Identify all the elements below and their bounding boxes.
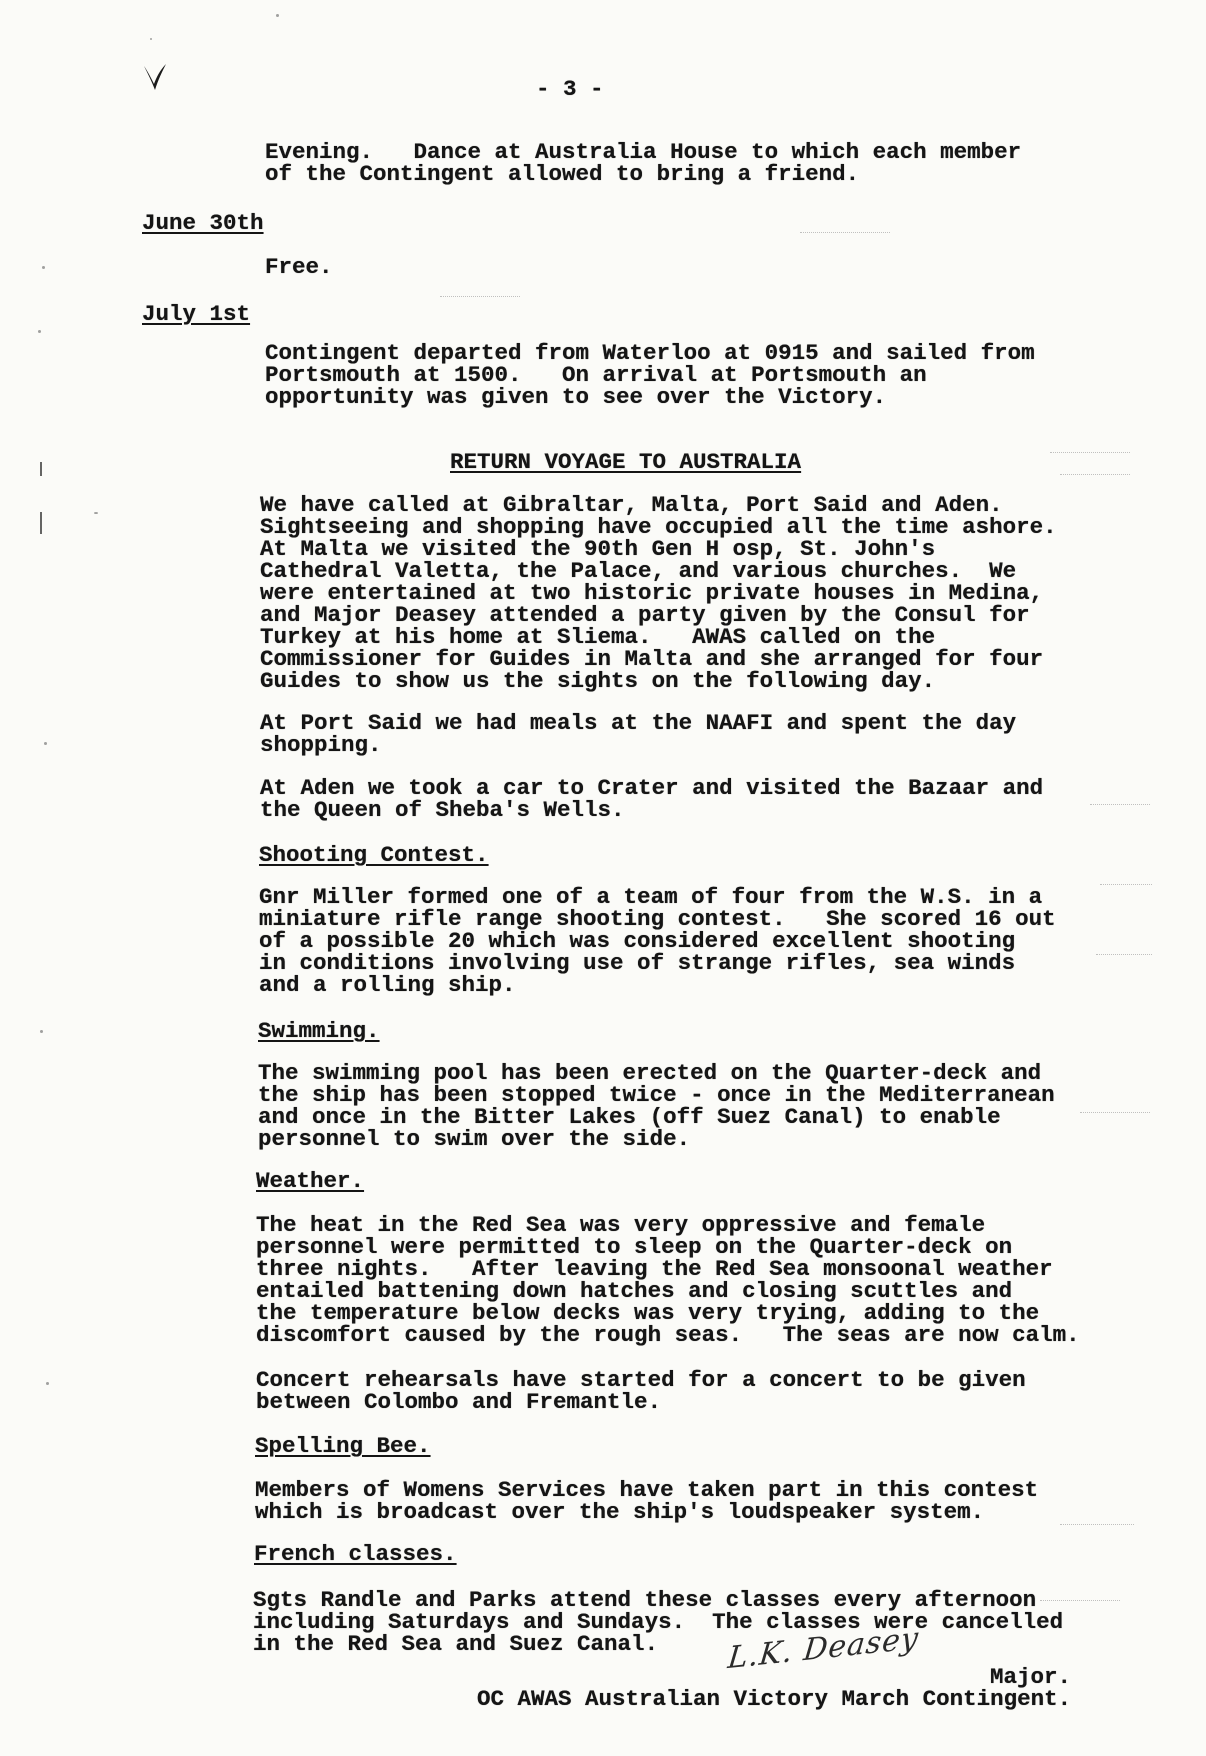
scan-noise xyxy=(800,232,890,233)
subheading-weather: Weather. xyxy=(256,1168,365,1194)
scan-mark xyxy=(40,462,42,476)
date-heading-july-1: July 1st xyxy=(142,301,251,327)
scan-speck xyxy=(46,1382,49,1385)
scan-noise xyxy=(440,296,520,297)
scan-noise xyxy=(1060,1524,1134,1525)
french-classes-paragraph: Sgts Randle and Parks attend these classes every afternoon including Saturdays and Sundays. The classes were cancelled in the Red Sea and Suez Canal. xyxy=(253,1587,1064,1657)
ink-mark-icon xyxy=(140,60,170,92)
signatory-rank: Major. xyxy=(990,1664,1072,1690)
july-1-entry: Contingent departed from Waterloo at 0915 and sailed from Portsmouth at 1500. On arrival at Portsmouth an opportunity was given to see over the Victory. xyxy=(265,340,1035,410)
subheading-french-classes: French classes. xyxy=(254,1541,457,1567)
page-number: - 3 - xyxy=(536,76,604,102)
date-heading-june-30: June 30th xyxy=(142,210,264,236)
scan-speck xyxy=(276,14,279,17)
scan-speck xyxy=(40,1030,43,1033)
subheading-shooting-contest: Shooting Contest. xyxy=(259,842,489,868)
swimming-paragraph: The swimming pool has been erected on the Quarter-deck and the ship has been stopped twice - once in the Mediterranean and once in the Bitter Lakes (off Suez Canal) to enable personnel to swim over the side. xyxy=(258,1060,1055,1152)
scan-speck xyxy=(44,742,47,745)
ports-paragraph: We have called at Gibraltar, Malta, Port Said and Aden. Sightseeing and shopping have occupied all the time ashore. At Malta we visited the 90th Gen H osp, St. John's Cathedral Valetta, the Palace, and various churches. We were entertained at two historic private houses in Medina, and Major Deasey attended a party given by the Consul for Turkey at his home at Sliema. AWAS called on the Commissioner for Guides in Malta and she arranged for four Guides to show us the sights on the following day. xyxy=(260,492,1057,694)
scan-speck xyxy=(94,512,98,514)
subheading-swimming: Swimming. xyxy=(258,1018,380,1044)
scan-noise xyxy=(1090,804,1150,805)
port-said-paragraph: At Port Said we had meals at the NAAFI and spent the day shopping. xyxy=(260,710,1017,758)
concert-paragraph: Concert rehearsals have started for a concert to be given between Colombo and Fremantle. xyxy=(256,1367,1026,1415)
scan-noise xyxy=(1050,452,1130,453)
scan-noise xyxy=(1060,474,1130,475)
evening-entry: Evening. Dance at Australia House to which each member of the Contingent allowed to bring a friend. xyxy=(265,139,1022,187)
scan-noise xyxy=(1080,1112,1150,1113)
scan-noise xyxy=(1096,954,1152,955)
handwritten-signature: L.K. Deasey xyxy=(726,1620,921,1677)
scan-noise xyxy=(1100,884,1152,885)
weather-paragraph: The heat in the Red Sea was very oppressive and female personnel were permitted to sleep on the Quarter-deck on three nights. After leaving the Red Sea monsoonal weather entailed battening down hatches and closing scuttles and the temperature below decks was very trying, adding to the discomfort caused by the rough seas. The seas are now calm. xyxy=(256,1212,1080,1348)
subheading-spelling-bee: Spelling Bee. xyxy=(255,1433,431,1459)
spelling-bee-paragraph: Members of Womens Services have taken part in this contest which is broadcast over the ship's loudspeaker system. xyxy=(255,1477,1039,1525)
shooting-paragraph: Gnr Miller formed one of a team of four from the W.S. in a miniature rifle range shooting contest. She scored 16 out of a possible 20 which was considered excellent shooting in conditions involving use of strange rifles, sea winds and a rolling ship. xyxy=(259,884,1056,998)
june-30-entry: Free. xyxy=(265,254,333,280)
scan-speck xyxy=(42,266,45,269)
aden-paragraph: At Aden we took a car to Crater and visited the Bazaar and the Queen of Sheba's Wells. xyxy=(260,775,1044,823)
signatory-title: OC AWAS Australian Victory March Contingent. xyxy=(477,1686,1072,1712)
scan-mark xyxy=(40,512,42,534)
scan-speck xyxy=(150,38,152,40)
section-heading-return-voyage: RETURN VOYAGE TO AUSTRALIA xyxy=(450,449,802,475)
scan-speck xyxy=(38,330,41,333)
